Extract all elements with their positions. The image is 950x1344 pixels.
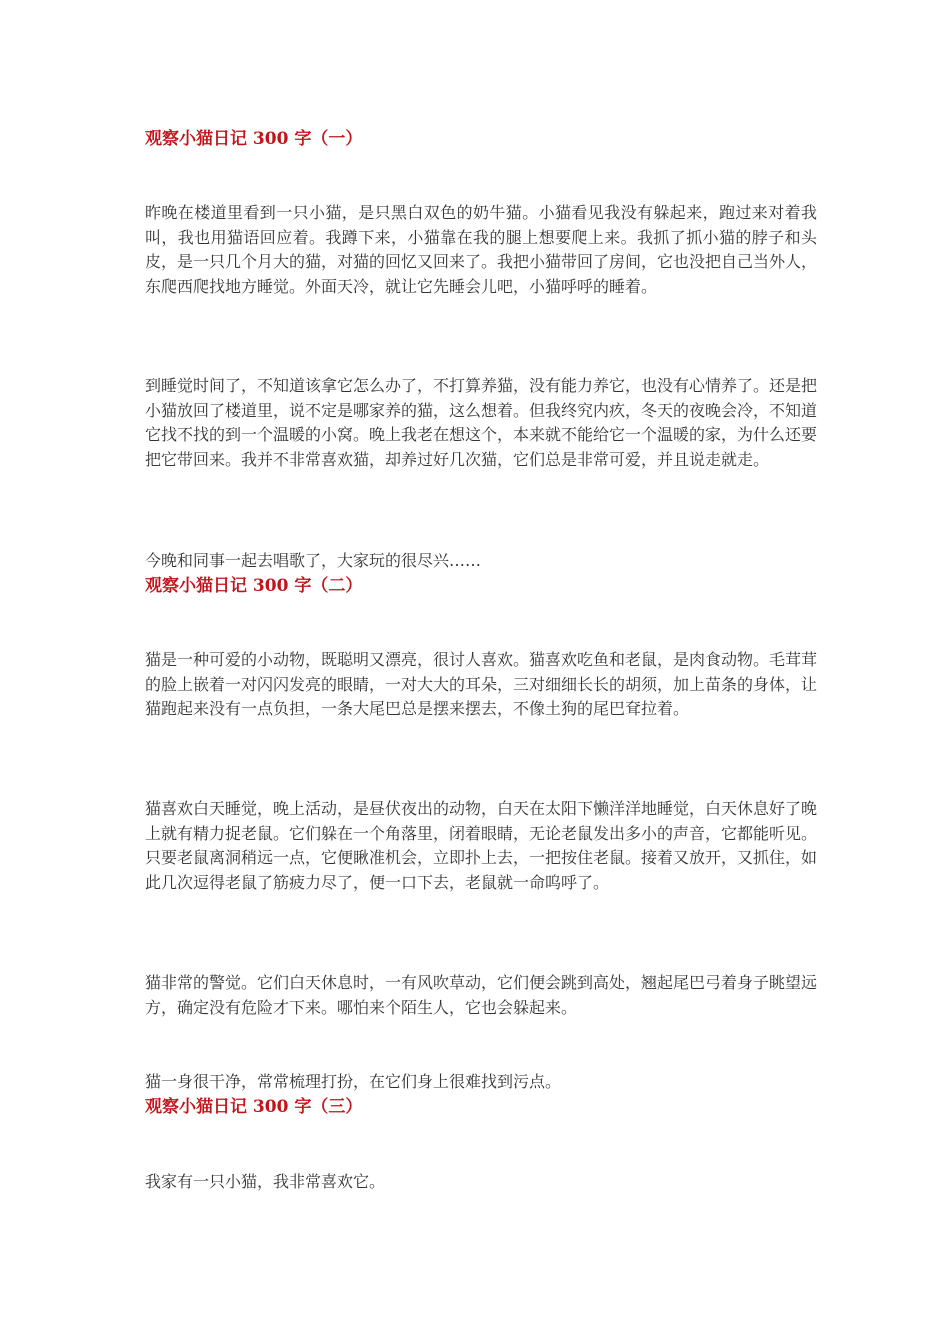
section-1-paragraph-2: 到睡觉时间了，不知道该拿它怎么办了，不打算养猫，没有能力养它，也没有心情养了。还是把小猫放回了楼道里，说不定是哪家养的猫，这么想着。但我终究内疚，冬天的夜晚会冷，不知道它找不找的到一个温暖的小窝。晚上我老在想这个，本来就不能给它一个温暖的家，为什么还要把它带回来。我并不非常喜欢猫，却养过好几次猫，它们总是非常可爱，并且说走就走。: [145, 376, 818, 469]
section-3-heading: 观察小猫日记 300 字（三）: [145, 1097, 363, 1117]
section-1-heading: 观察小猫日记 300 字（一）: [145, 129, 363, 149]
section-1-paragraph-1: 昨晚在楼道里看到一只小猫，是只黑白双色的奶牛猫。小猫看见我没有躲起来，跑过来对着我叫，我也用猫语回应着。我蹲下来，小猫靠在我的腿上想要爬上来。我抓了抓小猫的脖子和头皮，是一只几个月大的猫，对猫的回忆又回来了。我把小猫带回了房间，它也没把自己当外人，东爬西爬找地方睡觉。外面天冷，就让它先睡会儿吧，小猫呼呼的睡着。: [145, 203, 818, 296]
section-3-paragraph-1: 我家有一只小猫，我非常喜欢它。: [145, 1172, 386, 1191]
section-1-paragraph-3: 今晚和同事一起去唱歌了，大家玩的很尽兴……: [145, 551, 482, 570]
section-2-heading: 观察小猫日记 300 字（二）: [145, 576, 363, 596]
section-2-paragraph-3: 猫非常的警觉。它们白天休息时，一有风吹草动，它们便会跳到高处，翘起尾巴弓着身子眺望远方，确定没有危险才下来。哪怕来个陌生人，它也会躲起来。: [145, 973, 818, 1017]
section-2-paragraph-2: 猫喜欢白天睡觉，晚上活动，是昼伏夜出的动物，白天在太阳下懒洋洋地睡觉，白天休息好了晚上就有精力捉老鼠。它们躲在一个角落里，闭着眼睛，无论老鼠发出多小的声音，它都能听见。只要老鼠离洞稍远一点，它便瞅准机会，立即扑上去，一把按住老鼠。接着又放开，又抓住，如此几次逗得老鼠了筋疲力尽了，便一口下去，老鼠就一命呜呼了。: [145, 799, 818, 892]
section-2-paragraph-1: 猫是一种可爱的小动物，既聪明又漂亮，很讨人喜欢。猫喜欢吃鱼和老鼠，是肉食动物。毛茸茸的脸上嵌着一对闪闪发亮的眼睛，一对大大的耳朵，三对细细长长的胡须，加上苗条的身体，让猫跑起来没有一点负担，一条大尾巴总是摆来摆去，不像土狗的尾巴耷拉着。: [145, 650, 818, 719]
section-2-paragraph-4: 猫一身很干净，常常梳理打扮，在它们身上很难找到污点。: [145, 1072, 562, 1091]
